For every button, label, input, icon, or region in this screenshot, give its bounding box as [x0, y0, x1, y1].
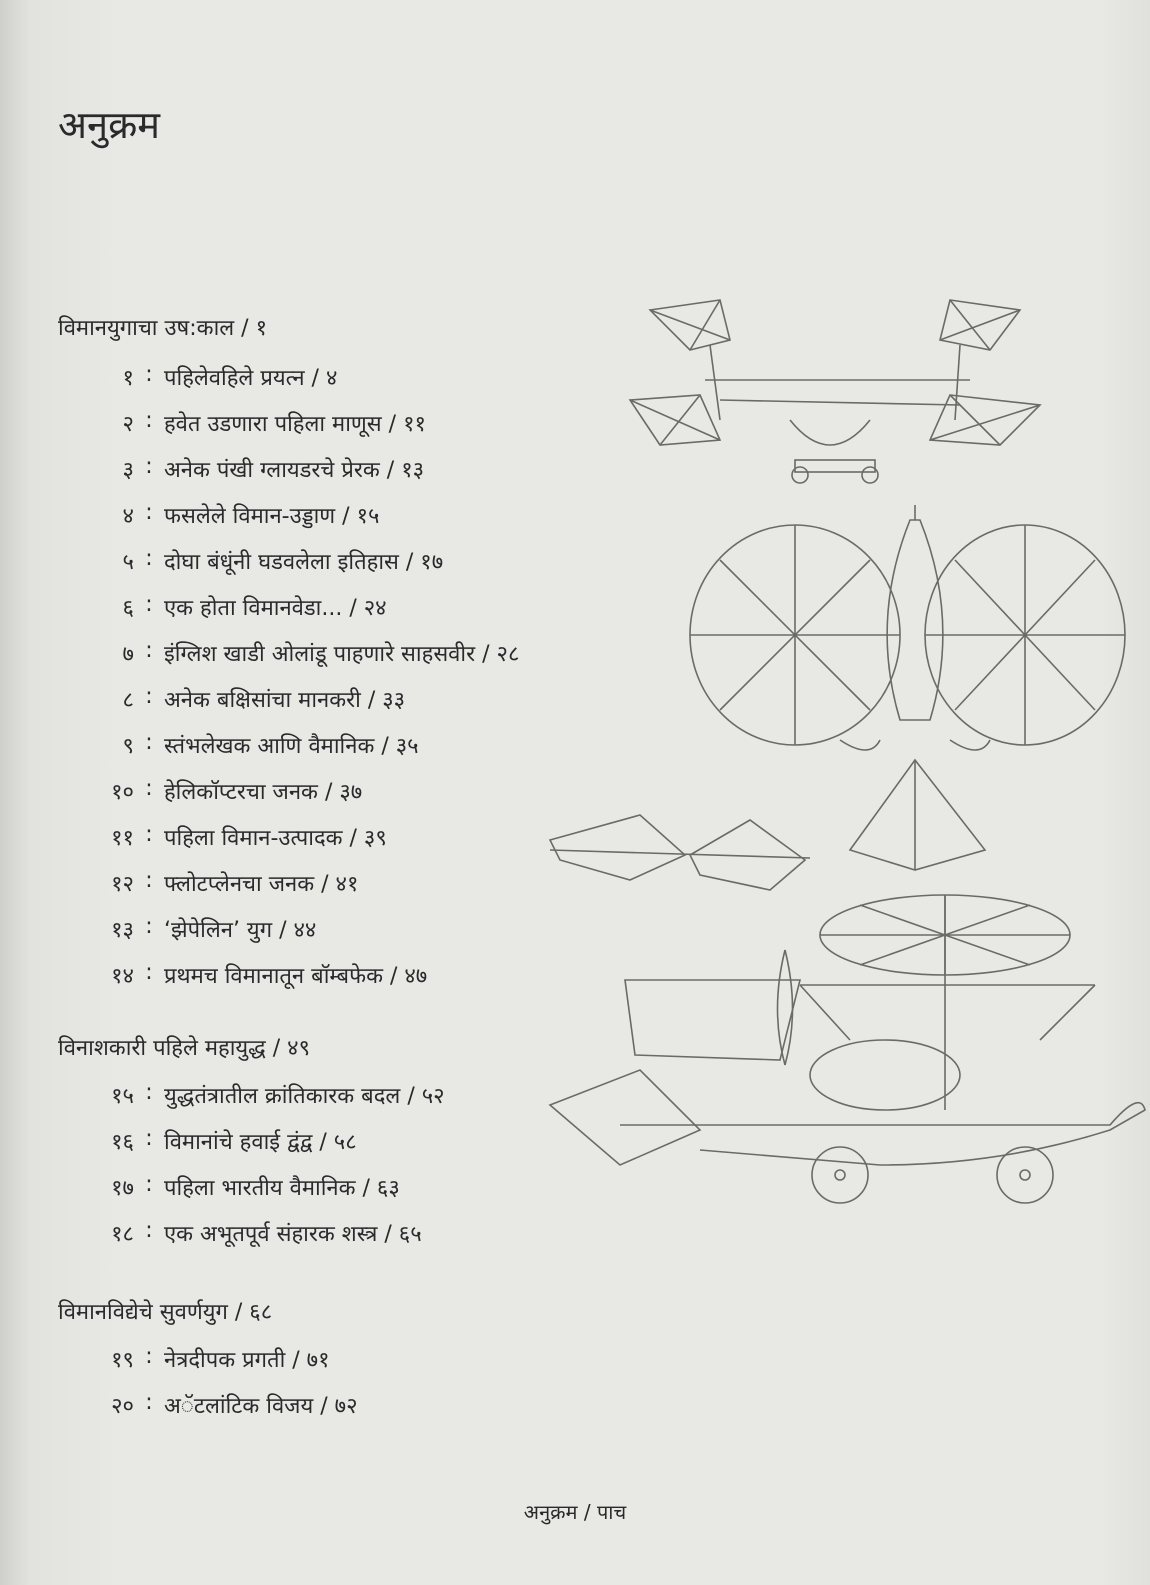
entry-text: फ्लोटप्लेनचा जनक / ४१	[164, 872, 359, 897]
entry-text: स्तंभलेखक आणि वैमानिक / ३५	[164, 734, 419, 759]
entry-text: नेत्रदीपक प्रगती / ७१	[164, 1348, 330, 1373]
entry-number: १४	[111, 964, 134, 989]
entry-text: हेलिकॉप्टरचा जनक / ३७	[164, 780, 363, 805]
toc-entry: १५ : युद्धतंत्रातील क्रांतिकारक बदल / ५२	[92, 1080, 445, 1110]
entry-text: पहिलेवहिले प्रयत्न / ४	[164, 366, 338, 391]
entry-text: विमानांचे हवाई द्वंद्व / ५८	[164, 1130, 357, 1155]
entry-number: ६	[122, 596, 134, 621]
entry-number: ५	[122, 550, 134, 575]
entry-number: १८	[111, 1222, 134, 1247]
entry-text: फसलेले विमान-उड्डाण / १५	[164, 504, 380, 529]
entry-text: अनेक पंखी ग्लायडरचे प्रेरक / १३	[164, 458, 425, 483]
entry-text: पहिला भारतीय वैमानिक / ६३	[164, 1176, 400, 1201]
entry-number: १७	[111, 1176, 134, 1201]
entry-number: २०	[111, 1394, 134, 1419]
entry-number: ३	[122, 458, 134, 483]
entry-text: ‘झेपेलिन’ युग / ४४	[164, 918, 317, 943]
page-title: अनुक्रम	[58, 103, 161, 147]
entry-number: ११	[111, 826, 134, 851]
ornithopter-sketch	[630, 300, 1040, 483]
toc-entry: १२ : फ्लोटप्लेनचा जनक / ४१	[92, 868, 358, 898]
entry-text: हवेत उडणारा पहिला माणूस / ११	[164, 412, 426, 437]
section-heading: विनाशकारी पहिले महायुद्ध / ४९	[58, 1036, 311, 1061]
toc-entry: ७ : इंग्लिश खाडी ओलांडू पाहणारे साहसवीर / २८	[92, 638, 519, 668]
entry-number: ८	[122, 688, 134, 713]
toc-entry: ९ : स्तंभलेखक आणि वैमानिक / ३५	[92, 730, 419, 760]
entry-number: ४	[122, 504, 134, 529]
toc-entry: ३ : अनेक पंखी ग्लायडरचे प्रेरक / १३	[92, 454, 424, 484]
toc-entry: ११ : पहिला विमान-उत्पादक / ३९	[92, 822, 387, 852]
entry-number: १९	[111, 1348, 134, 1373]
page-footer: अनुक्रम / पाच	[523, 1500, 627, 1524]
entry-text: एक अभूतपूर्व संहारक शस्त्र / ६५	[164, 1222, 422, 1247]
propeller-sketch	[550, 815, 810, 890]
entry-number: ९	[122, 734, 134, 759]
toc-entry: ४ : फसलेले विमान-उड्डाण / १५	[92, 500, 379, 530]
toc-entry: ६ : एक होता विमानवेडा... / २४	[92, 592, 387, 622]
entry-text: दोघा बंधूंनी घडवलेला इतिहास / १७	[164, 550, 444, 575]
toc-entry: १६ : विमानांचे हवाई द्वंद्व / ५८	[92, 1126, 357, 1156]
entry-text: इंग्लिश खाडी ओलांडू पाहणारे साहसवीर / २८	[164, 642, 520, 667]
toc-entry: ८ : अनेक बक्षिसांचा मानकरी / ३३	[92, 684, 405, 714]
section-heading: विमानविद्येचे सुवर्णयुग / ६८	[58, 1300, 273, 1325]
entry-number: १५	[111, 1084, 134, 1109]
toc-entry: १८ : एक अभूतपूर्व संहारक शस्त्र / ६५	[92, 1218, 422, 1248]
toc-entry: २० : अॅटलांटिक विजय / ७२	[92, 1390, 358, 1420]
entry-text: प्रथमच विमानातून बॉम्बफेक / ४७	[164, 964, 428, 989]
toc-entry: १९ : नेत्रदीपक प्रगती / ७१	[92, 1344, 330, 1374]
entry-number: २	[122, 412, 134, 437]
entry-text: अॅटलांटिक विजय / ७२	[164, 1394, 358, 1419]
entry-number: १६	[111, 1130, 134, 1155]
twin-wheel-aircraft-sketch	[690, 505, 1125, 870]
entry-number: १	[122, 366, 134, 391]
toc-entry: २ : हवेत उडणारा पहिला माणूस / ११	[92, 408, 426, 438]
section-heading: विमानयुगाचा उष:काल / १	[58, 316, 268, 341]
toc-entry: १४ : प्रथमच विमानातून बॉम्बफेक / ४७	[92, 960, 427, 990]
toc-entry: १० : हेलिकॉप्टरचा जनक / ३७	[92, 776, 362, 806]
entry-number: १०	[111, 780, 134, 805]
entry-text: पहिला विमान-उत्पादक / ३९	[164, 826, 387, 851]
toc-entry: ५ : दोघा बंधूंनी घडवलेला इतिहास / १७	[92, 546, 443, 576]
entry-text: अनेक बक्षिसांचा मानकरी / ३३	[164, 688, 406, 713]
toc-entry: १७ : पहिला भारतीय वैमानिक / ६३	[92, 1172, 400, 1202]
toc-entry: १ : पहिलेवहिले प्रयत्न / ४	[92, 362, 337, 392]
entry-number: १३	[111, 918, 134, 943]
entry-text: युद्धतंत्रातील क्रांतिकारक बदल / ५२	[164, 1084, 445, 1109]
entry-number: १२	[111, 872, 134, 897]
entry-text: एक होता विमानवेडा... / २४	[164, 596, 387, 621]
rotor-airship-sketch	[550, 895, 1145, 1203]
entry-number: ७	[122, 642, 134, 667]
toc-entry: १३ : ‘झेपेलिन’ युग / ४४	[92, 914, 316, 944]
